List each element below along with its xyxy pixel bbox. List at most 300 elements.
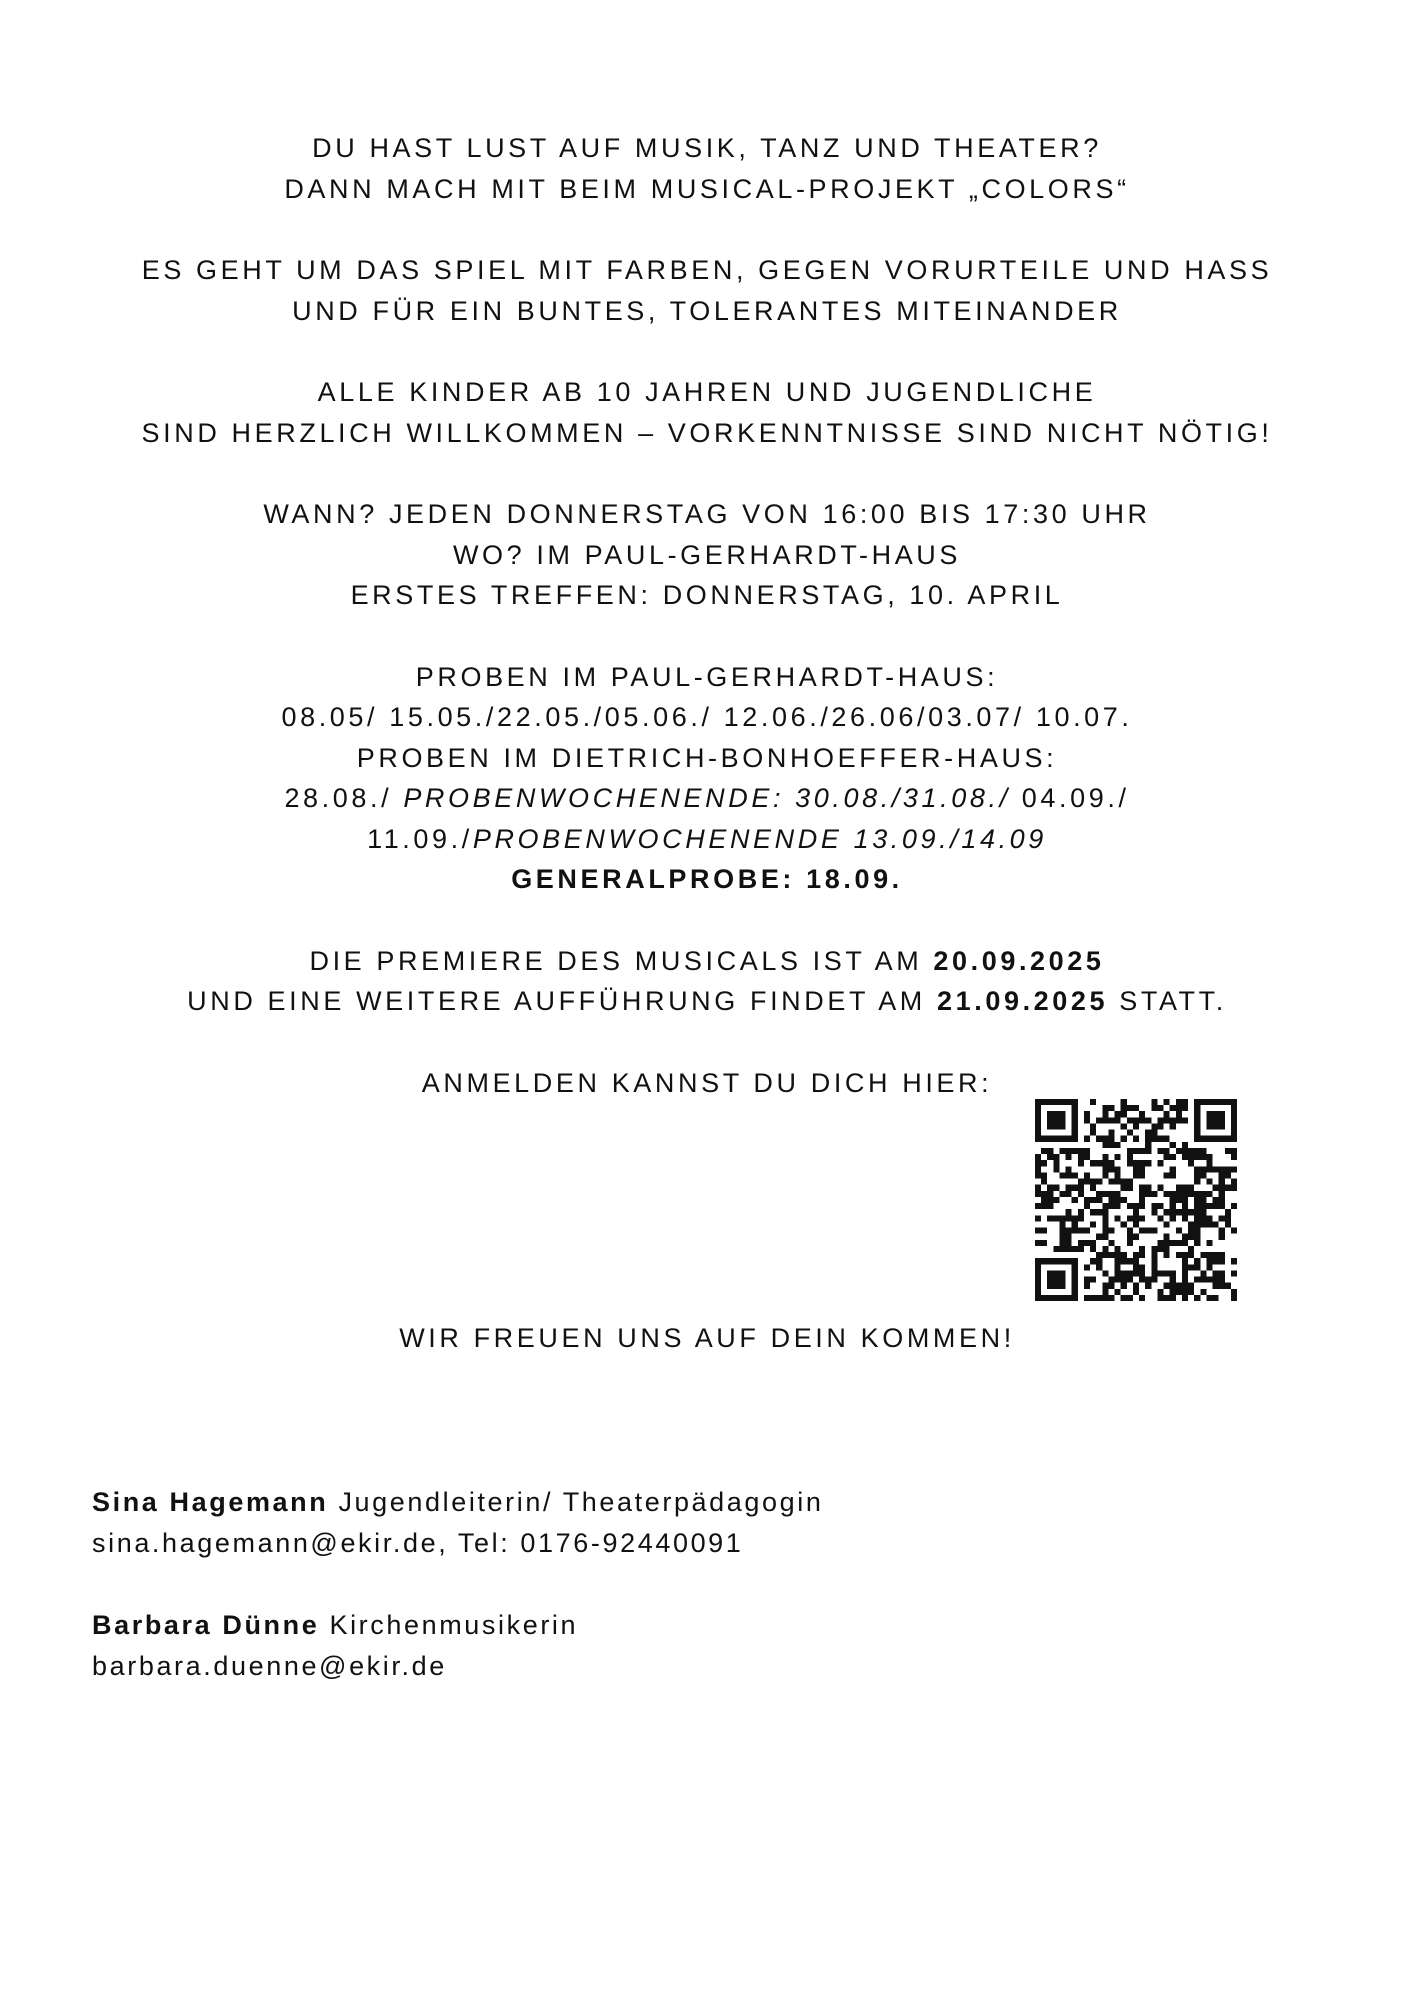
qr-module (1035, 1240, 1041, 1246)
qr-module (1035, 1185, 1041, 1191)
qr-module (1182, 1295, 1188, 1301)
qr-module (1231, 1148, 1237, 1154)
qr-module (1219, 1117, 1225, 1123)
qr-module (1188, 1185, 1194, 1191)
qr-module (1041, 1197, 1047, 1203)
qr-module (1231, 1203, 1237, 1209)
qr-module (1035, 1166, 1041, 1172)
qr-module (1151, 1191, 1157, 1197)
qr-module (1133, 1283, 1139, 1289)
qr-module (1115, 1166, 1121, 1172)
qr-module (1115, 1172, 1121, 1178)
qr-module (1133, 1215, 1139, 1221)
qr-module (1121, 1136, 1127, 1142)
qr-module (1053, 1154, 1059, 1160)
qr-module (1139, 1160, 1145, 1166)
qr-module (1157, 1136, 1163, 1142)
qr-module (1072, 1246, 1078, 1252)
qr-module (1188, 1252, 1194, 1258)
qr-module (1194, 1203, 1200, 1209)
qr-module (1206, 1160, 1212, 1166)
qr-module (1084, 1154, 1090, 1160)
qr-module (1127, 1154, 1133, 1160)
qr-module (1115, 1197, 1121, 1203)
qr-module (1115, 1270, 1121, 1276)
qr-module (1164, 1191, 1170, 1197)
qr-module (1200, 1166, 1206, 1172)
qr-module (1127, 1277, 1133, 1283)
qr-module (1096, 1117, 1102, 1123)
qr-module (1170, 1283, 1176, 1289)
qr-module (1084, 1117, 1090, 1123)
qr-module (1072, 1105, 1078, 1111)
qr-module (1170, 1154, 1176, 1160)
qr-module (1090, 1130, 1096, 1136)
schedule-first-meeting: ERSTES TREFFEN: DONNERSTAG, 10. APRIL (350, 580, 1064, 610)
qr-module (1170, 1240, 1176, 1246)
qr-module (1127, 1105, 1133, 1111)
qr-module (1157, 1215, 1163, 1221)
qr-module (1139, 1277, 1145, 1283)
qr-module (1053, 1246, 1059, 1252)
qr-module (1231, 1295, 1237, 1301)
qr-module (1188, 1289, 1194, 1295)
qr-module (1219, 1197, 1225, 1203)
qr-module (1188, 1191, 1194, 1197)
qr-code-icon[interactable] (1035, 1099, 1237, 1301)
qr-module (1164, 1295, 1170, 1301)
contact-1-details[interactable]: sina.hagemann@ekir.de, Tel: 0176-92440091 (92, 1527, 744, 1558)
qr-module (1084, 1136, 1090, 1142)
qr-module (1096, 1160, 1102, 1166)
qr-module (1121, 1295, 1127, 1301)
qr-module (1194, 1209, 1200, 1215)
qr-module (1139, 1264, 1145, 1270)
rehearsals-dbh-line-2 (0, 819, 1414, 860)
qr-module (1157, 1203, 1163, 1209)
qr-module (1047, 1258, 1053, 1264)
qr-module (1157, 1148, 1163, 1154)
qr-module (1133, 1234, 1139, 1240)
qr-module (1188, 1209, 1194, 1215)
qr-module (1206, 1123, 1212, 1129)
qr-module (1072, 1197, 1078, 1203)
qr-module (1219, 1179, 1225, 1185)
qr-module (1213, 1295, 1219, 1301)
qr-module (1072, 1295, 1078, 1301)
qr-module (1231, 1099, 1237, 1105)
qr-module (1219, 1172, 1225, 1178)
qr-module (1127, 1160, 1133, 1166)
qr-module (1047, 1148, 1053, 1154)
qr-module (1059, 1240, 1065, 1246)
qr-module (1182, 1197, 1188, 1203)
qr-module (1151, 1136, 1157, 1142)
qr-module (1151, 1123, 1157, 1129)
qr-module (1164, 1283, 1170, 1289)
qr-module (1151, 1277, 1157, 1283)
qr-module (1035, 1136, 1041, 1142)
qr-module (1102, 1166, 1108, 1172)
qr-module (1108, 1283, 1114, 1289)
qr-module (1170, 1197, 1176, 1203)
qr-module (1035, 1277, 1041, 1283)
qr-module (1066, 1240, 1072, 1246)
qr-module (1170, 1270, 1176, 1276)
qr-module (1078, 1209, 1084, 1215)
qr-module (1115, 1154, 1121, 1160)
contact-2-details[interactable]: barbara.duenne@ekir.de (92, 1650, 447, 1681)
qr-module (1231, 1289, 1237, 1295)
qr-module (1115, 1252, 1121, 1258)
dbh-date-a: 28.08./ (284, 783, 404, 813)
qr-module (1182, 1289, 1188, 1295)
qr-module (1194, 1105, 1200, 1111)
qr-module (1157, 1105, 1163, 1111)
qr-module (1225, 1185, 1231, 1191)
qr-module (1066, 1215, 1072, 1221)
dbh-date-d: 11.09./ (367, 823, 473, 854)
qr-module (1133, 1148, 1139, 1154)
qr-module (1108, 1240, 1114, 1246)
qr-module (1231, 1123, 1237, 1129)
qr-module (1182, 1234, 1188, 1240)
qr-module (1121, 1123, 1127, 1129)
qr-module (1164, 1111, 1170, 1117)
qr-module (1213, 1252, 1219, 1258)
qr-module (1053, 1136, 1059, 1142)
qr-module (1084, 1228, 1090, 1234)
qr-module (1164, 1246, 1170, 1252)
qr-module (1164, 1234, 1170, 1240)
qr-module (1225, 1136, 1231, 1142)
qr-module (1206, 1179, 1212, 1185)
qr-module (1133, 1221, 1139, 1227)
qr-module (1176, 1105, 1182, 1111)
qr-module (1194, 1136, 1200, 1142)
qr-module (1200, 1270, 1206, 1276)
qr-module (1041, 1148, 1047, 1154)
qr-module (1108, 1197, 1114, 1203)
qr-module (1176, 1228, 1182, 1234)
qr-module (1041, 1136, 1047, 1142)
qr-module (1182, 1154, 1188, 1160)
qr-module (1225, 1172, 1231, 1178)
contact-2-role: Kirchenmusikerin (319, 1610, 579, 1640)
qr-module (1090, 1123, 1096, 1129)
qr-module (1121, 1197, 1127, 1203)
qr-module (1145, 1283, 1151, 1289)
qr-module (1182, 1185, 1188, 1191)
qr-module (1194, 1191, 1200, 1197)
qr-module (1139, 1148, 1145, 1154)
qr-module (1035, 1228, 1041, 1234)
qr-module (1090, 1185, 1096, 1191)
qr-module (1090, 1258, 1096, 1264)
qr-module (1176, 1240, 1182, 1246)
qr-module (1072, 1270, 1078, 1276)
qr-module (1072, 1215, 1078, 1221)
qr-module (1053, 1123, 1059, 1129)
audience-line-2: SIND HERZLICH WILLKOMMEN – VORKENNTNISSE SIND NICHT NÖTIG! (141, 417, 1273, 448)
qr-module (1047, 1277, 1053, 1283)
qr-module (1072, 1277, 1078, 1283)
qr-module (1145, 1148, 1151, 1154)
qr-module (1194, 1215, 1200, 1221)
qr-module (1182, 1099, 1188, 1105)
qr-module (1164, 1221, 1170, 1227)
qr-module (1115, 1246, 1121, 1252)
qr-module (1102, 1215, 1108, 1221)
qr-module (1188, 1246, 1194, 1252)
qr-module (1102, 1172, 1108, 1178)
qr-module (1213, 1221, 1219, 1227)
qr-module (1035, 1117, 1041, 1123)
qr-module (1145, 1191, 1151, 1197)
qr-module (1072, 1289, 1078, 1295)
qr-module (1096, 1234, 1102, 1240)
qr-module (1041, 1099, 1047, 1105)
qr-module (1231, 1136, 1237, 1142)
qr-module (1059, 1191, 1065, 1197)
qr-module (1151, 1209, 1157, 1215)
qr-module (1170, 1215, 1176, 1221)
qr-module (1115, 1117, 1121, 1123)
qr-module (1066, 1154, 1072, 1160)
qr-module (1188, 1264, 1194, 1270)
qr-module (1066, 1136, 1072, 1142)
qr-module (1206, 1117, 1212, 1123)
qr-module (1035, 1264, 1041, 1270)
registration-label: ANMELDEN KANNST DU DICH HIER: (421, 1067, 993, 1098)
audience-line-1: ALLE KINDER AB 10 JAHREN UND JUGENDLICHE (317, 377, 1097, 407)
qr-module (1194, 1130, 1200, 1136)
qr-module (1206, 1252, 1212, 1258)
qr-module (1182, 1240, 1188, 1246)
qr-module (1084, 1172, 1090, 1178)
schedule-when: WANN? JEDEN DONNERSTAG VON 16:00 BIS 17:30 UHR (263, 499, 1151, 529)
qr-module (1219, 1215, 1225, 1221)
qr-module (1047, 1295, 1053, 1301)
qr-module (1090, 1240, 1096, 1246)
qr-module (1157, 1240, 1163, 1246)
qr-module (1096, 1252, 1102, 1258)
qr-module (1151, 1258, 1157, 1264)
qr-module (1170, 1117, 1176, 1123)
contact-1-role: Jugendleiterin/ Theaterpädagogin (328, 1487, 824, 1517)
qr-module (1176, 1252, 1182, 1258)
intro-line-2: DANN MACH MIT BEIM MUSICAL-PROJEKT „COLORS“ (284, 173, 1130, 204)
qr-module (1213, 1111, 1219, 1117)
qr-module (1115, 1277, 1121, 1283)
qr-module (1182, 1142, 1188, 1148)
qr-module (1157, 1123, 1163, 1129)
contact-2-name: Barbara Dünne (92, 1610, 320, 1640)
qr-module (1059, 1117, 1065, 1123)
qr-module (1157, 1289, 1163, 1295)
qr-module (1219, 1136, 1225, 1142)
qr-module (1053, 1215, 1059, 1221)
qr-module (1102, 1209, 1108, 1215)
qr-module (1213, 1203, 1219, 1209)
qr-module (1072, 1130, 1078, 1136)
qr-module (1170, 1166, 1176, 1172)
qr-module (1041, 1191, 1047, 1197)
qr-module (1231, 1154, 1237, 1160)
qr-module (1041, 1172, 1047, 1178)
rehearsals-pgh-heading: PROBEN IM PAUL-GERHARDT-HAUS: (415, 661, 999, 692)
qr-module (1115, 1111, 1121, 1117)
qr-module (1072, 1258, 1078, 1264)
qr-module (1145, 1130, 1151, 1136)
qr-module (1084, 1197, 1090, 1203)
qr-module (1102, 1283, 1108, 1289)
qr-module (1102, 1136, 1108, 1142)
qr-module (1139, 1203, 1145, 1209)
qr-module (1047, 1099, 1053, 1105)
dbh-weekend-1: PROBENWOCHENENDE: 30.08./31.08./ (403, 783, 1011, 813)
qr-module (1041, 1228, 1047, 1234)
qr-module (1078, 1148, 1084, 1154)
qr-module (1219, 1283, 1225, 1289)
qr-module (1059, 1148, 1065, 1154)
qr-module (1200, 1148, 1206, 1154)
qr-module (1066, 1166, 1072, 1172)
qr-module (1115, 1179, 1121, 1185)
qr-module (1096, 1191, 1102, 1197)
qr-module (1206, 1221, 1212, 1227)
qr-module (1213, 1277, 1219, 1283)
qr-module (1041, 1160, 1047, 1166)
qr-module (1194, 1258, 1200, 1264)
qr-module (1059, 1123, 1065, 1129)
theme-line-1: ES GEHT UM DAS SPIEL MIT FARBEN, GEGEN VORURTEILE UND HASS (141, 255, 1273, 285)
qr-module (1231, 1258, 1237, 1264)
qr-module (1194, 1123, 1200, 1129)
qr-module (1225, 1099, 1231, 1105)
qr-module (1200, 1252, 1206, 1258)
qr-module (1213, 1258, 1219, 1264)
qr-module (1231, 1228, 1237, 1234)
qr-module (1188, 1154, 1194, 1160)
qr-module (1151, 1130, 1157, 1136)
qr-module (1035, 1154, 1041, 1160)
qr-module (1053, 1166, 1059, 1172)
qr-module (1059, 1099, 1065, 1105)
qr-module (1206, 1203, 1212, 1209)
qr-module (1078, 1185, 1084, 1191)
qr-module (1108, 1166, 1114, 1172)
qr-module (1108, 1191, 1114, 1197)
qr-module (1121, 1111, 1127, 1117)
qr-module (1066, 1295, 1072, 1301)
qr-module (1108, 1228, 1114, 1234)
qr-module (1200, 1197, 1206, 1203)
qr-module (1176, 1289, 1182, 1295)
qr-module (1127, 1203, 1133, 1209)
qr-module (1108, 1142, 1114, 1148)
qr-module (1121, 1252, 1127, 1258)
qr-module (1078, 1160, 1084, 1166)
qr-module (1139, 1117, 1145, 1123)
rehearsals-dbh-heading: PROBEN IM DIETRICH-BONHOEFFER-HAUS: (356, 742, 1058, 773)
qr-module (1133, 1166, 1139, 1172)
qr-module (1170, 1277, 1176, 1283)
qr-module (1090, 1160, 1096, 1166)
qr-module (1102, 1289, 1108, 1295)
qr-module (1084, 1148, 1090, 1154)
qr-module (1047, 1283, 1053, 1289)
qr-module (1072, 1185, 1078, 1191)
qr-module (1206, 1166, 1212, 1172)
qr-module (1194, 1172, 1200, 1178)
qr-module (1035, 1283, 1041, 1289)
qr-module (1035, 1191, 1041, 1197)
qr-module (1219, 1234, 1225, 1240)
premiere-line (0, 941, 1414, 982)
qr-module (1188, 1221, 1194, 1227)
qr-module (1231, 1185, 1237, 1191)
qr-module (1145, 1117, 1151, 1123)
qr-module (1188, 1283, 1194, 1289)
qr-module (1115, 1258, 1121, 1264)
qr-module (1213, 1136, 1219, 1142)
qr-module (1225, 1215, 1231, 1221)
qr-module (1102, 1160, 1108, 1166)
premiere-date: 20.09.2025 (933, 945, 1105, 976)
qr-module (1231, 1117, 1237, 1123)
qr-module (1151, 1099, 1157, 1105)
qr-module (1182, 1148, 1188, 1154)
qr-module (1164, 1117, 1170, 1123)
qr-module (1145, 1160, 1151, 1166)
qr-module (1127, 1240, 1133, 1246)
qr-module (1170, 1123, 1176, 1129)
qr-module (1182, 1203, 1188, 1209)
dbh-date-c: 04.09./ (1010, 783, 1130, 813)
qr-module (1219, 1277, 1225, 1283)
qr-module (1194, 1264, 1200, 1270)
qr-module (1053, 1197, 1059, 1203)
qr-module (1139, 1191, 1145, 1197)
qr-module (1059, 1283, 1065, 1289)
qr-module (1133, 1252, 1139, 1258)
qr-module (1096, 1197, 1102, 1203)
qr-module (1164, 1099, 1170, 1105)
qr-module (1066, 1191, 1072, 1197)
qr-module (1066, 1185, 1072, 1191)
qr-module (1053, 1283, 1059, 1289)
qr-module (1096, 1295, 1102, 1301)
qr-module (1133, 1264, 1139, 1270)
qr-module (1108, 1160, 1114, 1166)
qr-module (1133, 1270, 1139, 1276)
qr-module (1219, 1191, 1225, 1197)
qr-module (1231, 1179, 1237, 1185)
qr-module (1188, 1234, 1194, 1240)
qr-module (1084, 1179, 1090, 1185)
qr-module (1035, 1099, 1041, 1105)
qr-module (1102, 1105, 1108, 1111)
qr-module (1127, 1117, 1133, 1123)
closing-line: WIR FREUEN UNS AUF DEIN KOMMEN! (399, 1323, 1015, 1353)
qr-module (1047, 1185, 1053, 1191)
qr-module (1066, 1172, 1072, 1178)
qr-module (1047, 1215, 1053, 1221)
qr-module (1170, 1209, 1176, 1215)
qr-module (1213, 1099, 1219, 1105)
qr-module (1206, 1154, 1212, 1160)
